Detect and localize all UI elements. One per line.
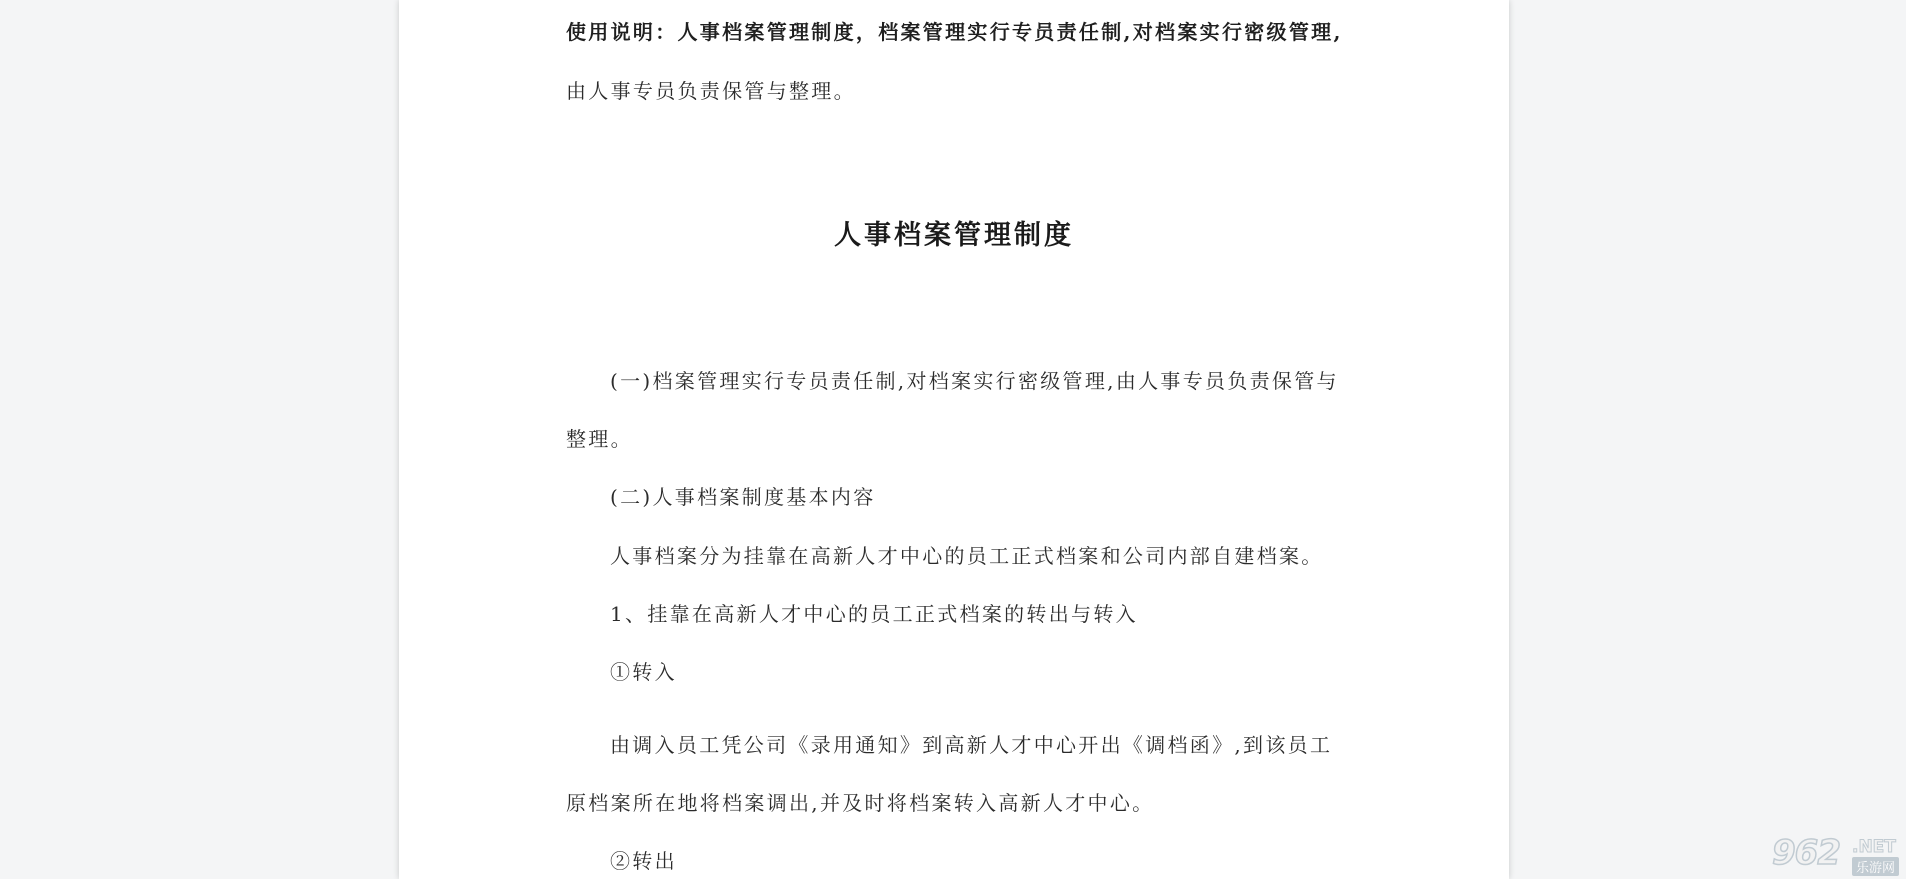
document-page bbox=[399, 0, 1509, 879]
usage-note-line-1: 使用说明：人事档案管理制度，档案管理实行专员责任制,对档案实行密级管理, bbox=[566, 20, 1343, 44]
document-title: 人事档案管理制度 bbox=[834, 220, 1074, 251]
watermark-number: 962 bbox=[1772, 833, 1840, 873]
item-transfer-out: ②转出 bbox=[610, 849, 677, 873]
watermark-site-name: 乐游网 bbox=[1852, 857, 1899, 876]
watermark-domain: .NET bbox=[1852, 837, 1896, 857]
paragraph-3-line-1: 由调入员工凭公司《录用通知》到高新人才中心开出《调档函》,到该员工 bbox=[610, 733, 1333, 757]
paragraph-1-line-1: (一)档案管理实行专员责任制,对档案实行密级管理,由人事专员负责保管与 bbox=[610, 369, 1339, 393]
subsection-heading-1: 1、挂靠在高新人才中心的员工正式档案的转出与转入 bbox=[610, 602, 1138, 626]
usage-note-line-2: 由人事专员负责保管与整理。 bbox=[566, 79, 856, 103]
paragraph-1-line-2: 整理。 bbox=[566, 427, 633, 451]
section-heading-2: (二)人事档案制度基本内容 bbox=[610, 485, 876, 509]
site-watermark-logo bbox=[1770, 833, 1900, 876]
item-transfer-in: ①转入 bbox=[610, 660, 677, 684]
paragraph-3-line-2: 原档案所在地将档案调出,并及时将档案转入高新人才中心。 bbox=[566, 791, 1155, 815]
paragraph-2: 人事档案分为挂靠在高新人才中心的员工正式档案和公司内部自建档案。 bbox=[610, 544, 1324, 568]
